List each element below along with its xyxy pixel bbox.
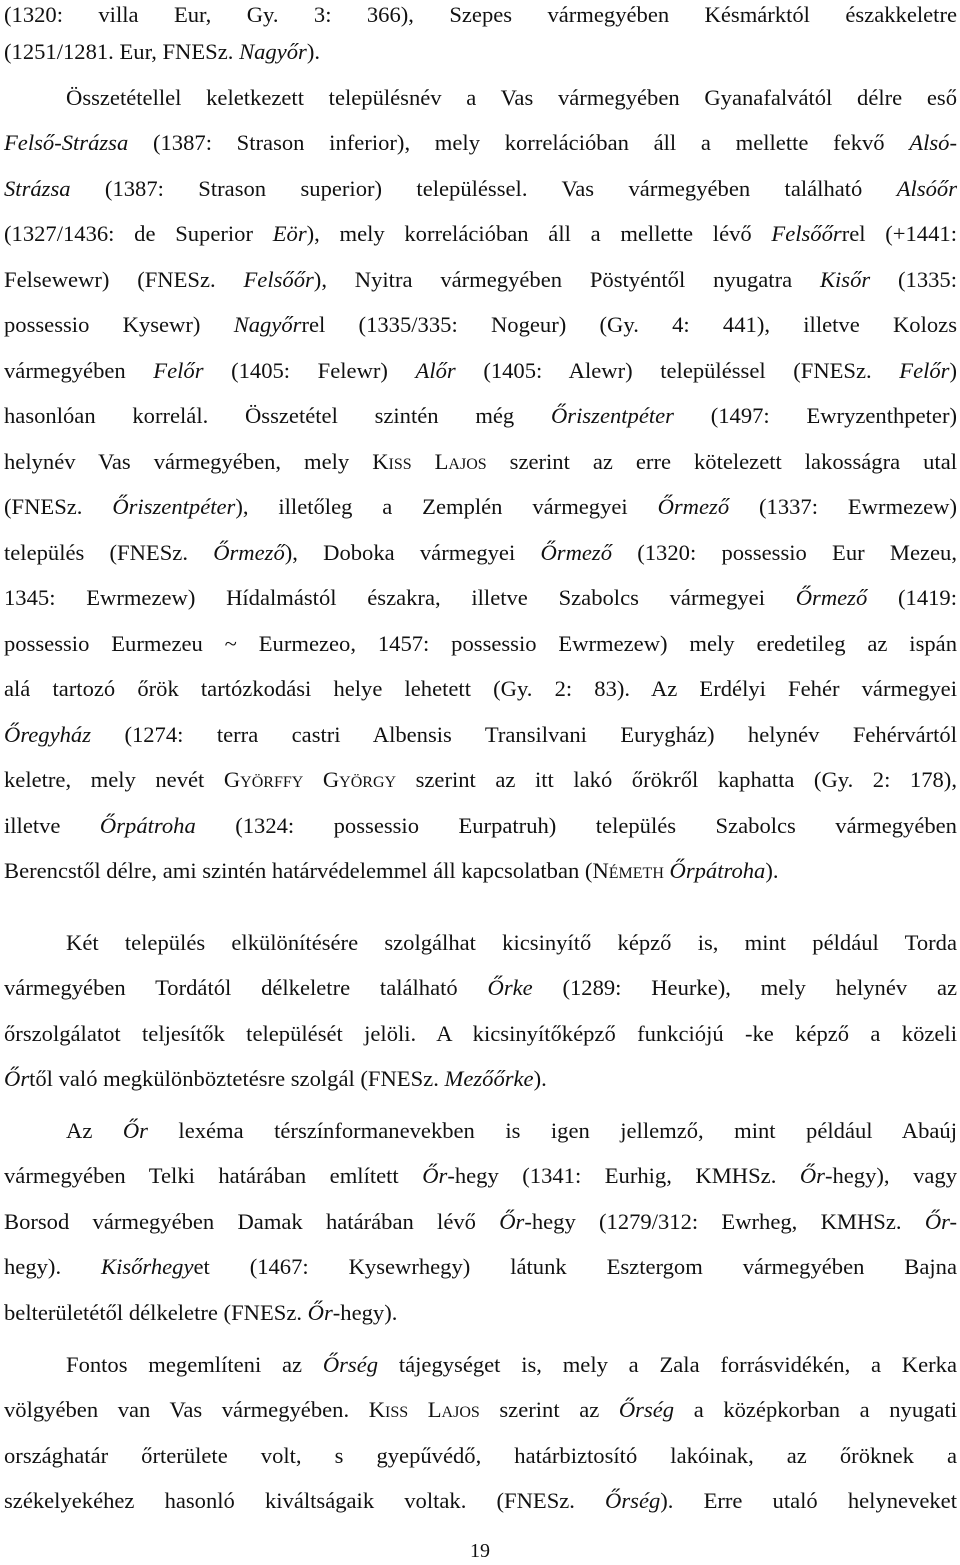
- italic-term: Felsőőr: [771, 221, 842, 246]
- text-run: szerint az itt lakó őrökről kaphatta (Gy. 2: 178),: [396, 767, 957, 792]
- text-run: possessio Kysewr): [4, 312, 234, 337]
- italic-term: Őregyház: [4, 722, 92, 747]
- text-line: [4, 401, 957, 431]
- text-run: (1419:: [867, 585, 957, 610]
- italic-term: Nagyőr: [233, 312, 302, 337]
- text-run: (FNESz.: [4, 494, 113, 519]
- text-line: [4, 973, 957, 1003]
- italic-term: Őr: [4, 1066, 30, 1091]
- text-run: (1274: terra castri Albensis Transilvani Eurygház) helynév Fehérvártól: [91, 722, 957, 747]
- text-run: ), illetőleg a Zemplén vármegyei: [235, 494, 658, 519]
- text-run: (1320: possessio Eur Mezeu,: [612, 540, 957, 565]
- page-number: 19: [470, 1540, 490, 1562]
- text-run: 1345: Ewrmezew) Hídalmástól északra, illetve Szabolcs vármegyei: [4, 585, 796, 610]
- text-line: [4, 765, 957, 795]
- text-run: (1251/1281. Eur, FNESz.: [4, 39, 240, 64]
- text-run: et (1467: Kysewrhegy) látunk Esztergom vármegyében Bajna: [193, 1254, 957, 1279]
- text-line: [4, 538, 957, 568]
- text-run: ).: [306, 39, 321, 64]
- text-line: [4, 1207, 957, 1237]
- text-run: -hegy (1341: Eurhig, KMHSz.: [447, 1163, 800, 1188]
- text-run: ).: [533, 1066, 547, 1091]
- text-run: től való megkülönböztetésre szolgál (FNESz.: [29, 1066, 445, 1091]
- italic-term: Őrpátroha: [669, 858, 766, 883]
- italic-term: Alsóőr: [896, 176, 957, 201]
- text-line: [4, 1486, 957, 1516]
- text-line: [66, 83, 957, 113]
- italic-term: Mezőőrke: [444, 1066, 534, 1091]
- text-run: alá tartozó őrök tartózkodási helye lehetett (Gy. 2: 83). Az Erdélyi Fehér vármegyei: [4, 676, 957, 701]
- italic-term: Nagyőr: [239, 39, 307, 64]
- text-run: vármegyében Telki határában említett: [4, 1163, 423, 1188]
- text-line: [4, 128, 957, 158]
- text-line: [66, 1116, 957, 1146]
- italic-term: Őrmező: [795, 585, 868, 610]
- text-line: [4, 1298, 957, 1328]
- text-line: [4, 219, 957, 249]
- italic-term: Őr: [499, 1209, 525, 1234]
- text-run: (1497: Ewryzenthpeter): [673, 403, 957, 428]
- text-line: [4, 1064, 957, 1094]
- text-run: ).: [765, 858, 779, 883]
- italic-term: Őrmező: [540, 540, 613, 565]
- italic-term: Alőr: [415, 358, 456, 383]
- text-run: (1335:: [870, 267, 957, 292]
- text-line: [4, 492, 957, 522]
- italic-term: Eör: [272, 221, 307, 246]
- text-line: [4, 1019, 957, 1049]
- text-run: Berencstől délre, ami szintén határvédelemmel áll kapcsolatban (: [4, 858, 593, 883]
- text-line: [4, 356, 957, 386]
- text-line: [4, 1441, 957, 1471]
- text-run: hegy).: [4, 1254, 101, 1279]
- text-line: [4, 310, 957, 340]
- text-run: Felsewewr) (FNESz.: [4, 267, 244, 292]
- text-line: [4, 811, 957, 841]
- text-run: illetve: [4, 813, 100, 838]
- text-line: [4, 1395, 957, 1425]
- text-run: possessio Eurmezeu ~ Eurmezeo, 1457: possessio Ewrmezew) mely eredetileg az ispán: [4, 631, 957, 656]
- text-line: [4, 856, 957, 886]
- italic-term: Strázsa: [4, 176, 71, 201]
- italic-term: Őr: [799, 1163, 825, 1188]
- text-run: (1405: Alewr) településsel (FNESz.: [455, 358, 900, 383]
- text-line: [4, 0, 957, 30]
- text-run: völgyében van Vas vármegyében.: [4, 1397, 369, 1422]
- italic-term: Őrke: [487, 975, 533, 1000]
- text-run: lexéma térszínformanevekben is igen jellemző, mint például Abaúj: [147, 1118, 957, 1143]
- text-run: Borsod vármegyében Damak határában lévő: [4, 1209, 500, 1234]
- text-run: Két település elkülönítésére szolgálhat kicsinyítő képző is, mint például Torda: [66, 930, 957, 955]
- text-run: (1387: Strason superior) településsel. Vas vármegyében található: [70, 176, 897, 201]
- italic-term: Felőr: [153, 358, 204, 383]
- text-run: (1320: villa Eur, Gy. 3: 366), Szepes vármegyében Késmárktól északkeletre: [4, 2, 957, 27]
- text-run: őrszolgálatot teljesítők települését jelöli. A kicsinyítőképző funkciójú -ke képző a közeli: [4, 1021, 957, 1046]
- text-run: vármegyében: [4, 358, 154, 383]
- text-run: (1405: Felewr): [203, 358, 416, 383]
- italic-term: Őrpátroha: [99, 813, 196, 838]
- text-line: [4, 674, 957, 704]
- text-run: tájegységet is, mely a Zala forrásvidékén, a Kerka: [378, 1352, 957, 1377]
- text-line: [66, 1350, 957, 1380]
- text-line: [4, 583, 957, 613]
- text-run: helynév Vas vármegyében, mely: [4, 449, 373, 474]
- text-run: ). Erre utaló helyneveket: [660, 1488, 957, 1513]
- italic-term: Őriszentpéter: [550, 403, 674, 428]
- text-line: [66, 928, 957, 958]
- text-run: település (FNESz.: [4, 540, 214, 565]
- text-run: keletre, mely nevét: [4, 767, 224, 792]
- text-run: (1289: Heurke), mely helynév az: [532, 975, 957, 1000]
- text-line: [4, 1161, 957, 1191]
- italic-term: Őrség: [605, 1488, 661, 1513]
- text-run: (1327/1436: de Superior: [4, 221, 273, 246]
- text-run: ), mely korrelációban áll a mellette lévő: [306, 221, 772, 246]
- italic-term: Őr: [307, 1300, 333, 1325]
- text-run: (1387: Strason inferior), mely korrelációban áll a mellette fekvő: [128, 130, 910, 155]
- text-run: rel (1335/335: Nogeur) (Gy. 4: 441), illetve Kolozs: [301, 312, 957, 337]
- text-run: vármegyében Tordától délkeletre található: [4, 975, 488, 1000]
- text-run: ), Doboka vármegyei: [284, 540, 541, 565]
- text-run: -hegy).: [332, 1300, 398, 1325]
- text-run: ): [949, 358, 958, 383]
- italic-term: Őriszentpéter: [112, 494, 236, 519]
- text-run: (1324: possessio Eurpatruh) település Szabolcs vármegyében: [195, 813, 957, 838]
- text-run: ), Nyitra vármegyében Pöstyéntől nyugatra: [313, 267, 820, 292]
- text-run: (1337: Ewrmezew): [729, 494, 957, 519]
- italic-term: Őrmező: [213, 540, 285, 565]
- author-name: Györffy György: [223, 767, 397, 792]
- italic-term: Felsőőr: [243, 267, 314, 292]
- text-run: Fontos megemlíteni az: [66, 1352, 323, 1377]
- text-run: hasonlóan korrelál. Összetétel szintén még: [4, 403, 551, 428]
- text-run: Az: [66, 1118, 123, 1143]
- author-name: Németh: [592, 858, 664, 883]
- italic-term: Kisőrhegy: [101, 1254, 194, 1279]
- text-line: [4, 37, 957, 67]
- italic-term: Alsó-: [909, 130, 957, 155]
- text-run: szerint az: [479, 1397, 619, 1422]
- italic-term: Őrség: [322, 1352, 379, 1377]
- text-run: -hegy), vagy: [824, 1163, 957, 1188]
- text-run: -hegy (1279/312: Ewrheg, KMHSz.: [524, 1209, 925, 1234]
- text-run: székelyekéhez hasonló kiváltságaik voltak. (FNESz.: [4, 1488, 606, 1513]
- author-name: Kiss Lajos: [372, 449, 487, 474]
- text-line: [4, 265, 957, 295]
- author-name: Kiss Lajos: [368, 1397, 480, 1422]
- text-line: [4, 1252, 957, 1282]
- italic-term: Felőr: [899, 358, 950, 383]
- text-run: a középkorban a nyugati: [674, 1397, 957, 1422]
- text-line: [4, 447, 957, 477]
- text-line: [4, 174, 957, 204]
- italic-term: Őr: [422, 1163, 448, 1188]
- text-run: rel (+1441:: [841, 221, 957, 246]
- italic-term: Őr: [122, 1118, 148, 1143]
- text-run: országhatár őrterülete volt, s gyepűvédő, határbiztosító lakóinak, az őröknek a: [4, 1443, 957, 1468]
- italic-term: Felső-Strázsa: [4, 130, 129, 155]
- italic-term: Őr-: [924, 1209, 957, 1234]
- italic-term: Kisőr: [819, 267, 871, 292]
- italic-term: Őrmező: [657, 494, 730, 519]
- italic-term: Őrség: [618, 1397, 675, 1422]
- text-line: [4, 629, 957, 659]
- text-run: szerint az erre kötelezett lakosságra utal: [486, 449, 957, 474]
- text-run: Összetétellel keletkezett településnév a Vas vármegyében Gyanafalvától délre eső: [66, 85, 957, 110]
- text-line: [4, 720, 957, 750]
- text-run: belterületétől délkeletre (FNESz.: [4, 1300, 308, 1325]
